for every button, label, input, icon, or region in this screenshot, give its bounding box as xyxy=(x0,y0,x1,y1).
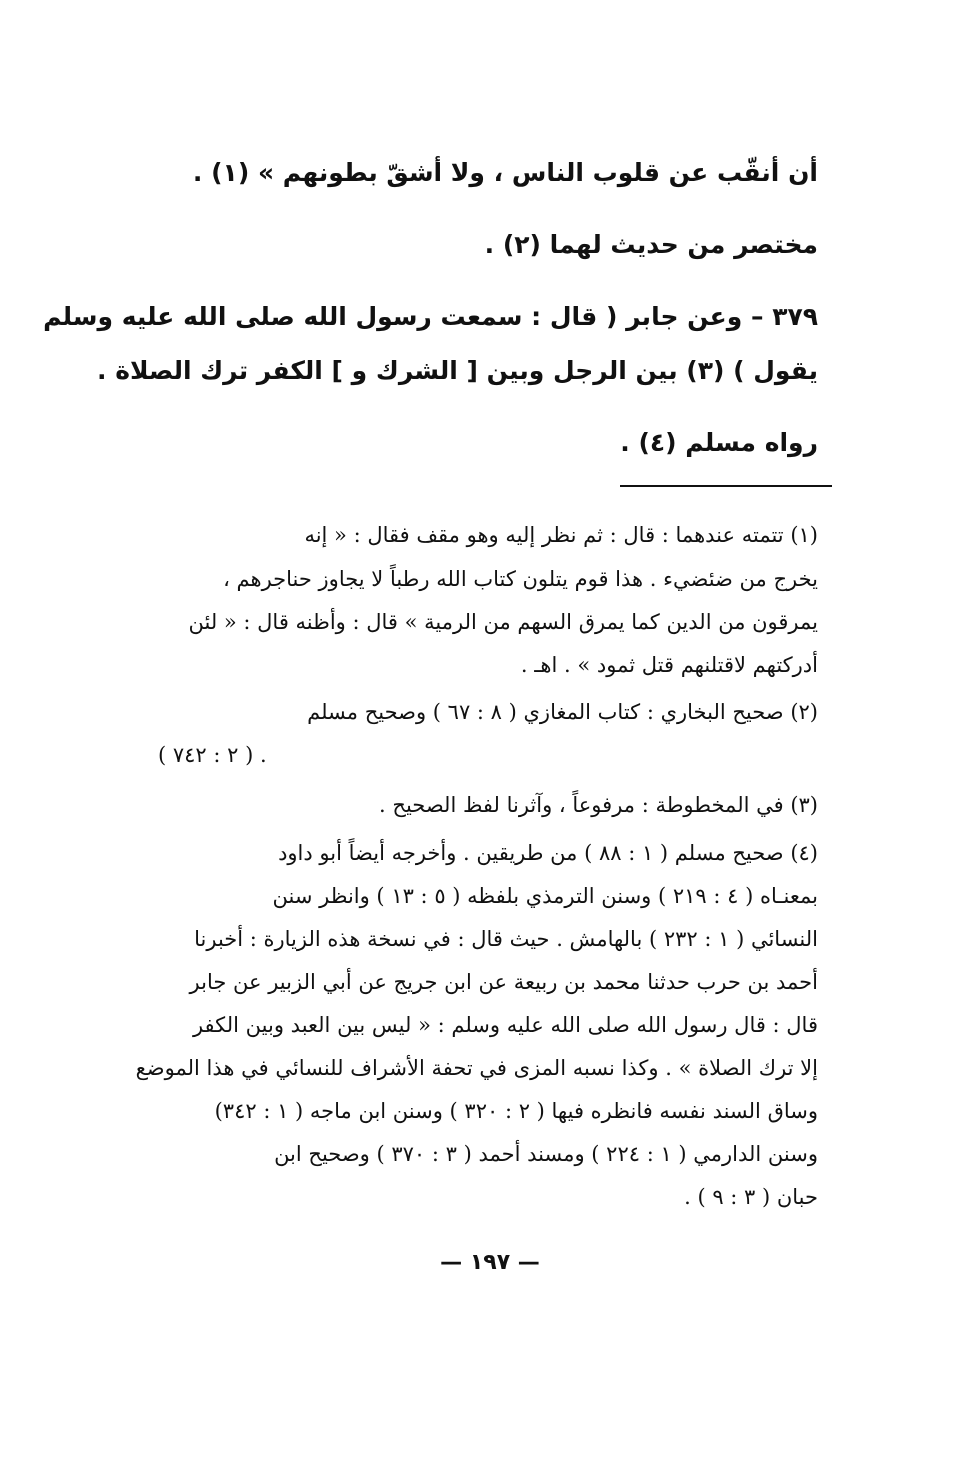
footnote-4-line-7: وساق السند نفسه فانظره فيها ( ٢ : ٣٢٠ ) وسنن ابن ماجه ( ١ : ٣٤٢) xyxy=(214,1099,818,1123)
footnote-4-line-3: النسائي ( ١ : ٢٣٢ ) بالهامش . حيث قال : في نسخة هذه الزيارة : أخبرنا xyxy=(194,927,818,951)
footnote-1-line-1: (١) تتمته عندهما : قال : ثم نظر إليه وهو مقف فقال : « إنه xyxy=(304,523,818,547)
page-number: — ١٩٧ — xyxy=(440,1250,540,1275)
main-text-line-1: أن أنقّب عن قلوب الناس ، ولا أشقّ بطونهم » (١) . xyxy=(192,158,818,187)
footnote-4-line-5: قال : قال رسول الله صلى الله عليه وسلم : « ليس بين العبد وبين الكفر xyxy=(192,1013,818,1037)
main-text-line-5: رواه مسلم (٤) . xyxy=(620,428,818,457)
footnote-4-line-6: إلا ترك الصلاة » . وكذا نسبه المزى في تحفة الأشراف للنسائي في هذا الموضع xyxy=(135,1056,818,1080)
footnote-1-line-4: أدركتهم لاقتلنهم قتل ثمود » . اهـ . xyxy=(520,653,818,677)
footnote-1-line-2: يخرج من ضئضيء . هذا قوم يتلون كتاب الله رطباً لا يجاوز حناجرهم ، xyxy=(223,567,818,591)
main-text-line-2: مختصر من حديث لهما (٢) . xyxy=(484,230,818,259)
footnote-separator xyxy=(620,485,832,487)
footnote-3-line-1: (٣) في المخطوطة : مرفوعاً ، وآثرنا لفظ الصحيح . xyxy=(379,793,818,817)
footnote-2-line-2: ( ٢ : ٧٤٢ ) . xyxy=(158,743,267,767)
main-text-line-3: ٣٧٩ – وعن جابر ( قال : سمعت رسول الله صلى الله عليه وسلم xyxy=(43,302,818,331)
footnote-4-line-9: حبان ( ٣ : ٩ ) . xyxy=(684,1185,818,1209)
main-text-line-4: يقول ) (٣) بين الرجل وبين [ الشرك و ] الكفر ترك الصلاة . xyxy=(97,356,818,385)
footnote-4-line-2: بمعنـاه ( ٤ : ٢١٩ ) وسنن الترمذي بلفظه ( ٥ : ١٣ ) وانظر سنن xyxy=(272,884,818,908)
footnote-4-line-1: (٤) صحيح مسلم ( ١ : ٨٨ ) من طريقين . وأخرجه أيضاً أبو داود xyxy=(278,841,818,865)
footnote-4-line-8: وسنن الدارمي ( ١ : ٢٢٤ ) ومسند أحمد ( ٣ : ٣٧٠ ) وصحيح ابن xyxy=(274,1142,818,1166)
footnote-4-line-4: أحمد بن حرب حدثنا محمد بن ربيعة عن ابن جريج عن أبي الزبير عن جابر xyxy=(189,970,818,994)
footnote-2-line-1: (٢) صحيح البخاري : كتاب المغازي ( ٨ : ٦٧ ) وصحيح مسلم xyxy=(307,700,818,724)
footnote-1-line-3: يمرقون من الدين كما يمرق السهم من الرمية » قال : وأظنه قال : « لئن xyxy=(188,610,818,634)
